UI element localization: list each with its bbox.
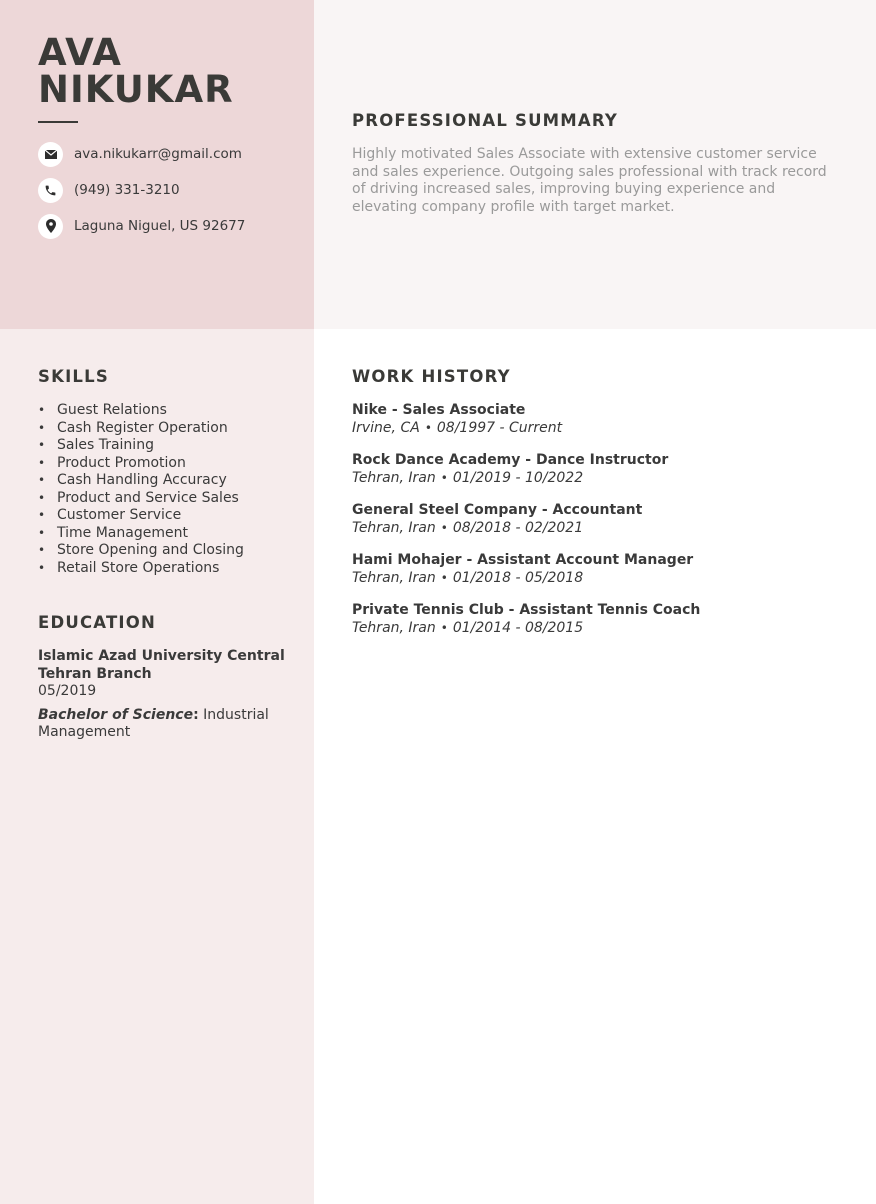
education-entry <box>38 648 288 742</box>
candidate-name <box>38 31 234 111</box>
graduation-date: 05/2019 <box>38 683 97 699</box>
job-title: Hami Mohajer - Assistant Account Manager <box>352 552 694 568</box>
list-item: • Cash Register Operation <box>38 419 228 436</box>
list-item: • Customer Service <box>38 507 182 523</box>
job-title: Nike - Sales Associate <box>352 402 526 418</box>
last-name: NIKUKAR <box>38 68 234 111</box>
phone-text: (949) 331-3210 <box>74 182 180 198</box>
skills-heading: SKILLS <box>38 367 109 386</box>
contact-email[interactable] <box>38 141 245 167</box>
job-meta: Tehran, Iran • 01/2018 - 05/2018 <box>352 569 584 586</box>
job-entry <box>352 402 842 437</box>
job-entry <box>352 602 842 637</box>
list-item: • Retail Store Operations <box>38 559 220 576</box>
contact-address <box>38 213 245 239</box>
degree-line <box>38 707 288 742</box>
degree-name: Bachelor of Science <box>38 706 194 723</box>
list-item: • Cash Handling Accuracy <box>38 472 227 488</box>
job-entry <box>352 452 842 487</box>
summary-heading: PROFESSIONAL SUMMARY <box>352 111 619 130</box>
summary-text: Highly motivated Sales Associate with extensive customer service and sales experience. Outgoing sales professional with track record of driving increased sales, improving buying experience and elevating company profile with target market. <box>352 146 827 215</box>
skills-list <box>38 402 244 577</box>
degree-field: Industrial Management <box>38 706 269 740</box>
job-meta: Irvine, CA • 08/1997 - Current <box>352 419 563 436</box>
list-item: • Store Opening and Closing <box>38 542 244 558</box>
education-heading: EDUCATION <box>38 613 156 632</box>
first-name: AVA <box>38 31 122 74</box>
work-history-heading: WORK HISTORY <box>352 367 511 386</box>
list-item: • Time Management <box>38 524 188 541</box>
email-text: ava.nikukarr@gmail.com <box>74 146 242 162</box>
job-title: Private Tennis Club - Assistant Tennis Coach <box>352 602 701 618</box>
job-entry <box>352 552 842 587</box>
degree-separator: : <box>193 706 199 723</box>
list-item: • Product and Service Sales <box>38 489 239 506</box>
phone-icon <box>38 178 63 203</box>
job-meta: Tehran, Iran • 01/2014 - 08/2015 <box>352 619 584 636</box>
list-item: • Guest Relations <box>38 402 167 418</box>
contact-list <box>38 141 245 249</box>
job-meta: Tehran, Iran • 01/2019 - 10/2022 <box>352 469 584 486</box>
job-entry <box>352 502 842 537</box>
address-text: Laguna Niguel, US 92677 <box>74 218 246 234</box>
list-item: • Product Promotion <box>38 454 186 471</box>
job-title: Rock Dance Academy - Dance Instructor <box>352 452 669 468</box>
name-divider <box>38 121 78 123</box>
work-history-list <box>352 402 842 652</box>
contact-phone[interactable] <box>38 177 245 203</box>
job-title: General Steel Company - Accountant <box>352 502 643 518</box>
job-meta: Tehran, Iran • 08/2018 - 02/2021 <box>352 519 584 536</box>
location-pin-icon <box>38 214 63 239</box>
list-item: • Sales Training <box>38 437 154 453</box>
school-name: Islamic Azad University Central Tehran Branch <box>38 648 285 682</box>
mail-icon <box>38 142 63 167</box>
